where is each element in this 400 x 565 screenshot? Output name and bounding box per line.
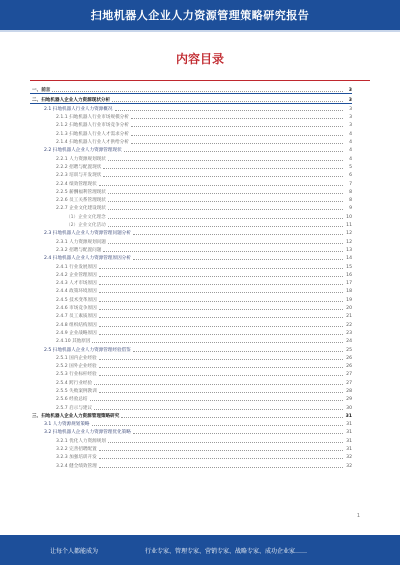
toc-leader-dots	[115, 110, 344, 111]
toc-entry-label: 2.4.3 人才市场原因	[56, 281, 97, 287]
toc-entry[interactable]	[30, 228, 352, 236]
toc-leader-dots	[108, 209, 343, 210]
toc-entry-label: 2.2.7 企业文化建设现状	[56, 206, 106, 212]
toc-entry-label: 2.2 扫地机器人企业人力资源管理现状	[44, 148, 122, 154]
toc-entry-label: 2.1.2 扫地机器人行业市场竞争分析	[56, 123, 129, 129]
toc-entry-page: 27	[346, 380, 352, 386]
toc-entry[interactable]	[30, 261, 352, 269]
toc-entry-label: 2.3 扫地机器人企业人力资源管理问题分析	[44, 231, 131, 237]
toc-entry[interactable]	[30, 270, 352, 278]
footer-slogan-right: 行业专家、管理专家、营销专家、战略专家、成功企业家……	[145, 547, 308, 555]
toc-leader-dots	[99, 375, 343, 376]
toc-leader-dots	[99, 309, 343, 310]
toc-entry-label: 3.2.4 健全绩效管理	[56, 463, 97, 469]
toc-leader-dots	[90, 400, 343, 401]
toc-entry-page: 29	[346, 397, 352, 403]
toc-leader-dots	[99, 301, 343, 302]
toc-leader-dots	[108, 226, 343, 227]
toc-entry-page: 17	[346, 281, 352, 287]
toc-entry-label: 2.1 扫地机器人行业人力资源概况	[44, 106, 113, 112]
toc-entry[interactable]	[30, 170, 352, 178]
toc-entry-label: 2.5.6 经验总结	[56, 397, 88, 403]
toc-entry-page: 12	[346, 239, 352, 245]
toc-entry-label: 2.4.6 市场竞争原因	[56, 306, 97, 312]
toc-entry[interactable]	[30, 128, 352, 136]
table-of-contents	[30, 85, 352, 469]
toc-leader-dots	[133, 351, 343, 352]
toc-leader-dots	[108, 201, 343, 202]
toc-entry[interactable]	[30, 369, 352, 377]
toc-entry-label: 3.2.2 完善招聘配置	[56, 447, 97, 453]
toc-entry[interactable]	[30, 386, 352, 394]
toc-entry[interactable]	[30, 336, 352, 344]
toc-entry-page: 10	[346, 214, 352, 220]
toc-entry-page: 21	[346, 314, 352, 320]
toc-entry[interactable]	[30, 452, 352, 460]
toc-leader-dots	[99, 317, 343, 318]
toc-entry-page: 8	[349, 189, 352, 195]
toc-entry-page: 20	[346, 306, 352, 312]
toc-entry[interactable]	[30, 419, 352, 427]
toc-entry[interactable]	[30, 195, 352, 203]
toc-entry-page: 25	[346, 347, 352, 353]
toc-entry-label: 2.4.1 行业发展原因	[56, 264, 97, 270]
toc-leader-dots	[99, 326, 343, 327]
footer-slogan-left: 让每个人都能成为	[50, 547, 99, 555]
toc-entry-page: 23	[346, 330, 352, 336]
toc-leader-dots	[133, 234, 343, 235]
toc-entry[interactable]	[30, 178, 352, 186]
toc-entry[interactable]	[30, 85, 352, 94]
toc-leader-dots	[94, 409, 343, 410]
toc-entry-label: （2）企业文化活动	[66, 223, 106, 229]
toc-title-divider	[30, 80, 370, 81]
toc-entry-page: 4	[349, 131, 352, 137]
toc-entry-label: 2.5 扫地机器人企业人力资源管理经验借鉴	[44, 347, 131, 353]
toc-leader-dots	[99, 467, 343, 468]
toc-entry-label: 3.2 扫地机器人企业人力资源管理优化策略	[44, 430, 131, 436]
toc-entry[interactable]	[30, 236, 352, 244]
toc-entry-page: 8	[349, 198, 352, 204]
toc-entry[interactable]	[30, 444, 352, 452]
toc-leader-dots	[92, 342, 343, 343]
toc-entry[interactable]	[30, 94, 352, 103]
toc-entry-page: 4	[349, 140, 352, 146]
toc-leader-dots	[99, 367, 343, 368]
toc-entry-page: 5	[349, 164, 352, 170]
toc-leader-dots	[108, 160, 343, 161]
toc-entry[interactable]	[30, 353, 352, 361]
toc-entry-label: 2.5.7 启示与建议	[56, 405, 93, 411]
toc-entry-label: 3.2.3 加强培训开发	[56, 455, 97, 461]
toc-entry-page: 31	[345, 413, 352, 419]
toc-entry-label: 二、扫地机器人企业人力资源现状分析	[32, 97, 111, 103]
toc-entry-label: 2.3.1 人力资源规划问题	[56, 239, 106, 245]
toc-entry-page: 4	[349, 148, 352, 154]
report-title: 扫地机器人企业人力资源管理策略研究报告	[90, 9, 310, 22]
toc-entry[interactable]	[30, 394, 352, 402]
toc-entry-label: 2.4 扫地机器人企业人力资源管理原因分析	[44, 256, 131, 262]
toc-entry-label: 2.3.2 招聘与配置问题	[56, 247, 102, 253]
toc-entry[interactable]	[30, 245, 352, 253]
toc-entry-page: 31	[346, 430, 352, 436]
toc-entry-page: 27	[346, 372, 352, 378]
toc-leader-dots	[99, 284, 343, 285]
report-header	[0, 0, 400, 30]
toc-entry-label: 2.1.1 扫地机器人行业市场规模分析	[56, 115, 129, 121]
toc-entry[interactable]	[30, 203, 352, 211]
toc-entry[interactable]	[30, 319, 352, 327]
toc-entry-page: 11	[346, 223, 352, 229]
toc-entry-label: 2.4.9 企业战略原因	[56, 330, 97, 336]
header-divider	[0, 30, 400, 32]
toc-entry-label: 2.1.4 扫地机器人行业人才供给分析	[56, 140, 129, 146]
toc-entry[interactable]	[30, 286, 352, 294]
toc-entry-page: 7	[349, 181, 352, 187]
toc-entry-label: 2.4.4 政策环境原因	[56, 289, 97, 295]
toc-leader-dots	[133, 259, 343, 260]
toc-entry[interactable]	[30, 435, 352, 443]
toc-entry-label: 2.4.10 其他原因	[56, 339, 91, 345]
toc-leader-dots	[99, 359, 343, 360]
toc-leader-dots	[99, 458, 343, 459]
toc-entry-label: 一、前言	[32, 88, 51, 94]
toc-entry-label: 2.2.5 薪酬福利管理现状	[56, 189, 106, 195]
toc-entry-label: 2.2.2 招聘与配置现状	[56, 164, 102, 170]
toc-entry[interactable]	[30, 145, 352, 153]
toc-entry[interactable]	[30, 328, 352, 336]
toc-leader-dots	[103, 176, 343, 177]
toc-entry[interactable]	[30, 162, 352, 170]
toc-entry-page: 32	[346, 463, 352, 469]
toc-entry-page: 3	[348, 97, 352, 103]
toc-entry-label: 2.2.1 人力资源规划现状	[56, 156, 106, 162]
toc-entry-page: 18	[346, 289, 352, 295]
toc-entry-page: 31	[346, 438, 352, 444]
toc-entry[interactable]	[30, 361, 352, 369]
toc-entry[interactable]	[30, 303, 352, 311]
toc-leader-dots	[94, 384, 343, 385]
toc-entry[interactable]	[30, 402, 352, 410]
toc-leader-dots	[131, 118, 343, 119]
toc-entry-page: 31	[346, 422, 352, 428]
toc-entry[interactable]	[30, 311, 352, 319]
toc-entry[interactable]	[30, 120, 352, 128]
toc-entry[interactable]	[30, 153, 352, 161]
toc-leader-dots	[131, 126, 343, 127]
toc-entry[interactable]	[30, 187, 352, 195]
toc-entry-page: 28	[346, 388, 352, 394]
toc-leader-dots	[121, 417, 343, 418]
toc-entry-page: 14	[346, 256, 352, 262]
toc-entry[interactable]	[30, 377, 352, 385]
page-number: 1	[356, 513, 360, 519]
toc-entry-page: 30	[346, 405, 352, 411]
toc-entry-page: 3	[349, 106, 352, 112]
toc-entry-page: 6	[349, 173, 352, 179]
toc-entry[interactable]	[30, 411, 352, 419]
toc-entry-label: 2.2.3 培训与开发现状	[56, 173, 102, 179]
toc-entry-label: 2.4.2 企业管理原因	[56, 272, 97, 278]
toc-entry-label: 2.5.3 行业标杆经验	[56, 372, 97, 378]
toc-leader-dots	[99, 392, 343, 393]
toc-entry[interactable]	[30, 278, 352, 286]
toc-leader-dots	[108, 193, 343, 194]
toc-leader-dots	[99, 185, 343, 186]
toc-leader-dots	[52, 91, 343, 92]
toc-leader-dots	[108, 442, 343, 443]
toc-leader-dots	[103, 251, 343, 252]
toc-entry[interactable]	[30, 294, 352, 302]
toc-entry-label: 2.5.2 国外企业经验	[56, 364, 97, 370]
toc-leader-dots	[108, 218, 343, 219]
toc-entry-page: 3	[349, 115, 352, 121]
toc-entry-page: 12	[346, 231, 352, 237]
toc-entry-page: 24	[346, 339, 352, 345]
toc-entry-page: 4	[349, 156, 352, 162]
toc-leader-dots	[131, 143, 343, 144]
toc-leader-dots	[131, 135, 343, 136]
toc-entry-page: 19	[346, 297, 352, 303]
toc-title: 内容目录	[175, 52, 224, 66]
toc-entry-page: 22	[346, 322, 352, 328]
toc-leader-dots	[108, 243, 343, 244]
report-footer	[0, 535, 400, 565]
toc-entry-label: 2.5.1 国内企业经验	[56, 355, 97, 361]
toc-entry[interactable]	[30, 344, 352, 352]
toc-entry-label: 3.2.1 优化人力资源规划	[56, 438, 106, 444]
toc-leader-dots	[124, 151, 343, 152]
toc-leader-dots	[92, 425, 343, 426]
toc-entry-label: （1）企业文化理念	[66, 214, 106, 220]
toc-entry-label: 2.1.3 扫地机器人行业人才需求分析	[56, 131, 129, 137]
toc-entry-page: 32	[346, 455, 352, 461]
toc-leader-dots	[112, 101, 343, 102]
toc-entry[interactable]	[30, 220, 352, 228]
toc-entry-label: 2.4.8 组织结构原因	[56, 322, 97, 328]
toc-entry-page: 15	[346, 264, 352, 270]
toc-entry-page: 26	[346, 355, 352, 361]
toc-entry-label: 2.2.6 员工关系管理现状	[56, 198, 106, 204]
toc-entry-label: 2.4.5 技术变革原因	[56, 297, 97, 303]
toc-entry-label: 2.5.5 失败案例教训	[56, 388, 97, 394]
toc-entry-page: 16	[346, 272, 352, 278]
toc-entry[interactable]	[30, 460, 352, 468]
toc-leader-dots	[99, 450, 343, 451]
toc-leader-dots	[99, 292, 343, 293]
toc-entry[interactable]	[30, 211, 352, 219]
toc-entry[interactable]	[30, 253, 352, 261]
toc-entry-label: 2.2.4 绩效管理现状	[56, 181, 97, 187]
toc-entry[interactable]	[30, 427, 352, 435]
toc-leader-dots	[103, 168, 343, 169]
toc-entry-label: 2.5.4 跨行业经验	[56, 380, 93, 386]
toc-leader-dots	[99, 276, 343, 277]
toc-entry-label: 3.1 人力资源规划策略	[44, 422, 90, 428]
toc-leader-dots	[133, 433, 343, 434]
toc-entry-page: 9	[349, 206, 352, 212]
toc-entry[interactable]	[30, 104, 352, 112]
toc-entry-page: 3	[349, 123, 352, 129]
toc-entry-page: 3	[348, 88, 352, 94]
toc-entry[interactable]	[30, 137, 352, 145]
toc-entry-label: 三、扫地机器人企业人力资源管理策略研究	[32, 413, 120, 419]
toc-entry-page: 13	[346, 247, 352, 253]
toc-entry-page: 31	[346, 447, 352, 453]
toc-entry-page: 26	[346, 364, 352, 370]
toc-leader-dots	[99, 334, 343, 335]
toc-entry[interactable]	[30, 112, 352, 120]
toc-leader-dots	[99, 268, 343, 269]
toc-entry-label: 2.4.7 员工素质原因	[56, 314, 97, 320]
